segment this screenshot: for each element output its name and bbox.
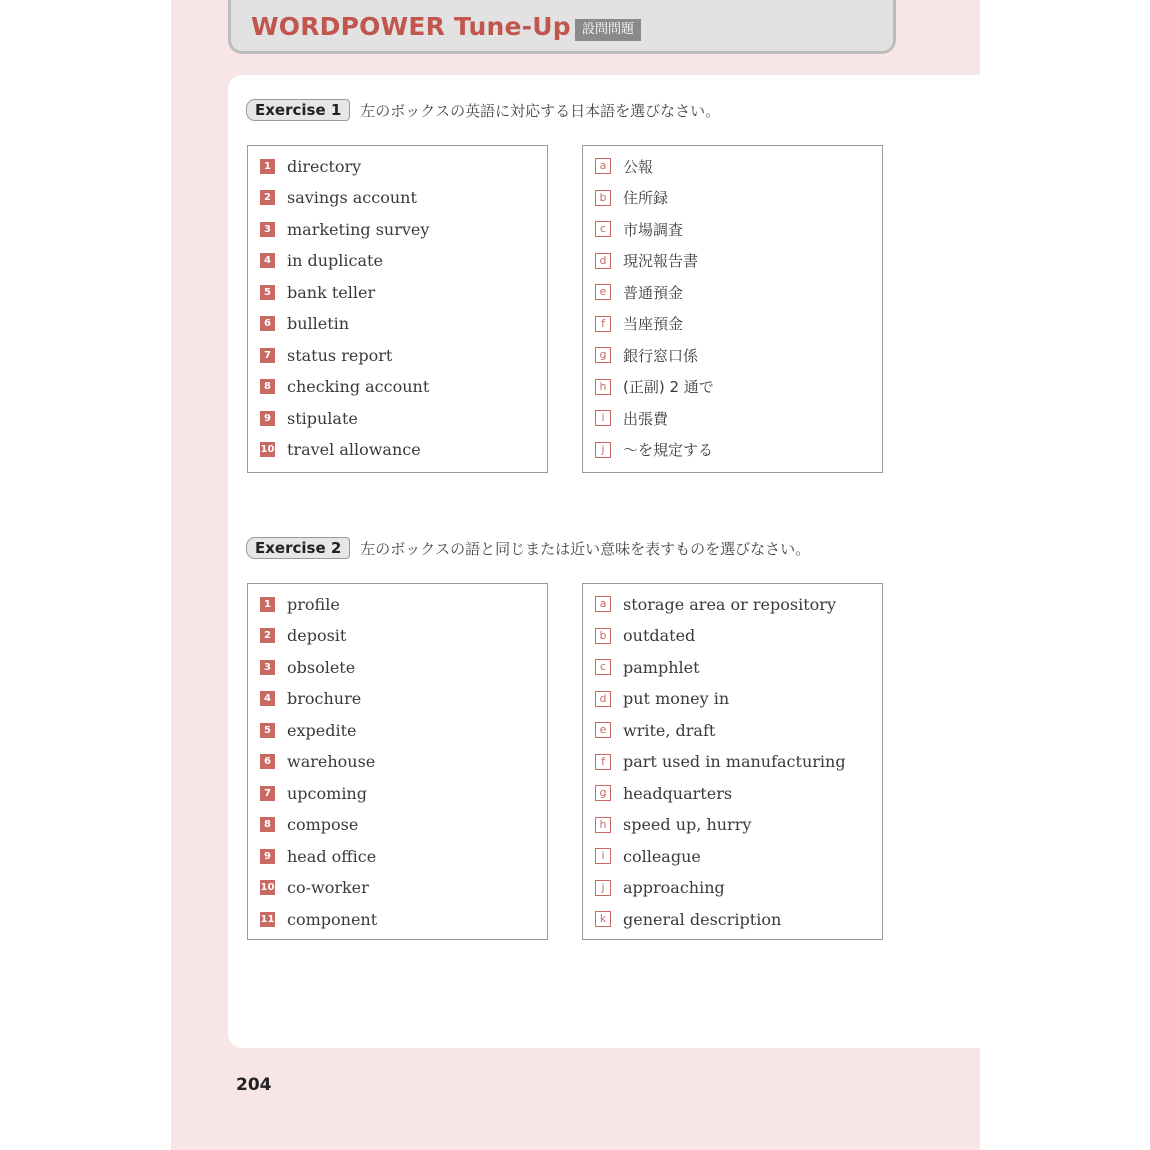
exercise-1-instruction: 左のボックスの英語に対応する日本語を選びなさい。	[360, 101, 721, 120]
list-item	[595, 844, 701, 868]
list-item	[595, 781, 732, 805]
item-letter: d	[595, 691, 611, 707]
item-letter: k	[595, 911, 611, 927]
list-item	[595, 687, 729, 711]
item-text: ～を規定する	[623, 441, 714, 459]
item-text: 市場調査	[623, 220, 684, 239]
list-item	[260, 687, 361, 711]
list-item	[260, 907, 377, 931]
item-text: expedite	[287, 720, 357, 740]
list-item	[595, 406, 668, 430]
item-text: obsolete	[287, 657, 356, 677]
item-text: 公報	[623, 157, 654, 176]
list-item	[260, 750, 375, 774]
list-item	[595, 249, 698, 273]
item-text: part used in manufacturing	[623, 752, 846, 771]
item-number: 5	[260, 285, 275, 300]
list-item	[595, 343, 698, 367]
item-text: storage area or repository	[623, 594, 836, 614]
list-item	[260, 876, 369, 900]
exercise-2-left-box	[247, 583, 548, 940]
list-item	[595, 592, 836, 616]
item-text: checking account	[287, 377, 430, 396]
item-text: bank teller	[287, 282, 376, 302]
exercise-2-heading	[246, 536, 810, 560]
list-item	[595, 907, 781, 931]
item-text: component	[287, 909, 378, 929]
item-number: 7	[260, 348, 275, 363]
exercise-2-label: Exercise 2	[246, 537, 350, 559]
exercise-1-right-box	[582, 145, 883, 473]
item-letter: b	[595, 190, 611, 206]
list-item	[595, 813, 751, 837]
list-item	[595, 876, 725, 900]
item-text: approaching	[623, 878, 725, 897]
exercise-1-label: Exercise 1	[246, 99, 350, 121]
item-text: deposit	[287, 626, 347, 645]
item-number: 6	[260, 316, 275, 331]
item-text: stipulate	[287, 408, 358, 428]
item-number: 9	[260, 849, 275, 864]
list-item	[260, 718, 356, 742]
item-text: 当座預金	[623, 315, 684, 333]
item-text: upcoming	[287, 783, 367, 803]
list-item	[260, 186, 417, 210]
item-letter: f	[595, 754, 611, 770]
list-item	[595, 312, 683, 336]
item-number: 4	[260, 253, 275, 268]
list-item	[595, 624, 695, 648]
header-bar	[228, 0, 896, 54]
list-item	[595, 438, 713, 462]
item-number: 10	[260, 444, 275, 455]
item-text: colleague	[623, 846, 701, 866]
item-text: profile	[287, 594, 340, 614]
list-item	[260, 375, 429, 399]
item-text: put money in	[623, 689, 730, 708]
item-number: 11	[260, 913, 275, 925]
item-text: outdated	[623, 626, 696, 645]
item-number: 7	[260, 786, 275, 801]
list-item	[595, 655, 700, 679]
item-number: 1	[260, 159, 275, 174]
item-text: compose	[287, 815, 359, 834]
list-item	[595, 280, 683, 304]
item-number: 2	[260, 190, 275, 205]
list-item	[260, 154, 361, 178]
item-text: warehouse	[287, 752, 376, 771]
item-text: 普通預金	[623, 283, 684, 302]
list-item	[260, 249, 383, 273]
list-item	[260, 438, 421, 462]
list-item	[595, 718, 715, 742]
item-text: speed up, hurry	[623, 815, 752, 834]
item-number: 5	[260, 723, 275, 738]
list-item	[595, 186, 668, 210]
item-number: 4	[260, 691, 275, 706]
exercise-1-left-box	[247, 145, 548, 473]
list-item	[260, 781, 367, 805]
item-text: general description	[623, 909, 782, 929]
item-letter: j	[595, 880, 611, 896]
item-text: directory	[287, 156, 362, 176]
item-text: co-worker	[287, 878, 369, 897]
item-number: 9	[260, 411, 275, 426]
item-text: in duplicate	[287, 251, 383, 270]
exercise-1-heading	[246, 98, 720, 122]
list-item	[260, 280, 375, 304]
list-item	[595, 750, 846, 774]
item-text: write, draft	[623, 720, 716, 740]
item-letter: d	[595, 253, 611, 269]
page-title: WORDPOWER Tune-Up	[251, 12, 571, 41]
item-number: 10	[260, 882, 275, 893]
list-item	[260, 813, 358, 837]
exercise-2-right-box	[582, 583, 883, 940]
item-letter: a	[595, 596, 611, 612]
item-text: head office	[287, 846, 377, 866]
item-text: travel allowance	[287, 440, 421, 459]
item-letter: c	[595, 659, 611, 675]
content-panel	[228, 75, 980, 1048]
item-text: 住所録	[623, 189, 669, 207]
item-text: headquarters	[623, 783, 733, 803]
item-number: 1	[260, 597, 275, 612]
list-item	[595, 217, 683, 241]
list-item	[260, 217, 429, 241]
item-letter: f	[595, 316, 611, 332]
item-letter: b	[595, 628, 611, 644]
item-letter: i	[595, 848, 611, 864]
item-text: 出張費	[623, 409, 669, 428]
item-letter: j	[595, 442, 611, 458]
list-item	[260, 624, 346, 648]
item-letter: i	[595, 410, 611, 426]
page-number: 204	[236, 1075, 272, 1095]
item-number: 2	[260, 628, 275, 643]
list-item	[260, 312, 349, 336]
item-number: 3	[260, 222, 275, 237]
list-item	[260, 592, 340, 616]
exercise-2-instruction: 左のボックスの語と同じまたは近い意味を表すものを選びなさい。	[360, 539, 811, 558]
item-text: (正副) 2 通で	[623, 378, 714, 396]
item-text: status report	[287, 345, 393, 365]
list-item	[260, 343, 392, 367]
item-text: pamphlet	[623, 657, 700, 677]
item-letter: h	[595, 817, 611, 833]
item-text: marketing survey	[287, 219, 430, 239]
list-item	[260, 406, 358, 430]
item-text: bulletin	[287, 314, 350, 333]
item-letter: e	[595, 284, 611, 300]
item-number: 6	[260, 754, 275, 769]
section-badge: 設問問題	[575, 19, 641, 41]
item-number: 3	[260, 660, 275, 675]
item-text: brochure	[287, 689, 362, 708]
list-item	[595, 154, 653, 178]
item-letter: h	[595, 379, 611, 395]
list-item	[260, 655, 355, 679]
item-number: 8	[260, 817, 275, 832]
item-text: 現況報告書	[623, 252, 699, 270]
list-item	[260, 844, 376, 868]
item-number: 8	[260, 379, 275, 394]
item-letter: g	[595, 347, 611, 363]
item-text: 銀行窓口係	[623, 346, 699, 365]
item-text: savings account	[287, 188, 417, 207]
item-letter: c	[595, 221, 611, 237]
item-letter: e	[595, 722, 611, 738]
list-item	[595, 375, 714, 399]
item-letter: g	[595, 785, 611, 801]
item-letter: a	[595, 158, 611, 174]
